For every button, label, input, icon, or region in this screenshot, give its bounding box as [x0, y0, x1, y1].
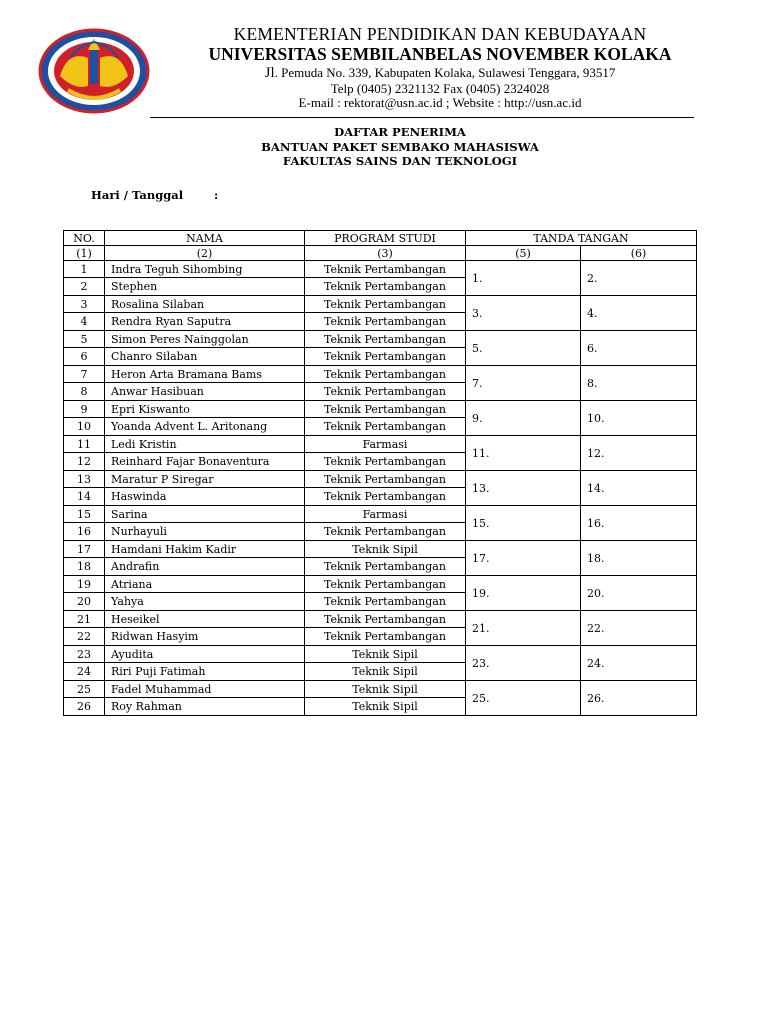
table-row: [64, 681, 697, 698]
signature-cell-odd[interactable]: 13.: [466, 471, 581, 506]
table-row: [64, 471, 697, 488]
header-name: NAMA: [105, 231, 305, 246]
row-program: Teknik Pertambangan: [305, 331, 466, 348]
row-program: Teknik Pertambangan: [305, 576, 466, 593]
row-program: Teknik Pertambangan: [305, 383, 466, 401]
row-program: Teknik Pertambangan: [305, 488, 466, 506]
signature-cell-odd[interactable]: 1.: [466, 261, 581, 296]
table-row: [64, 331, 697, 348]
signature-cell-even[interactable]: 12.: [581, 436, 697, 471]
row-name: Epri Kiswanto: [105, 401, 305, 418]
row-no: 6: [64, 348, 105, 366]
row-program: Teknik Pertambangan: [305, 278, 466, 296]
row-name: Simon Peres Nainggolan: [105, 331, 305, 348]
table-row: [64, 436, 697, 453]
row-no: 3: [64, 296, 105, 313]
subheader-3: (3): [305, 246, 466, 261]
signature-cell-even[interactable]: 10.: [581, 401, 697, 436]
row-program: Teknik Pertambangan: [305, 401, 466, 418]
row-no: 1: [64, 261, 105, 278]
row-name: Fadel Muhammad: [105, 681, 305, 698]
document-title: [165, 125, 635, 169]
row-name: Yoanda Advent L. Aritonang: [105, 418, 305, 436]
row-program: Teknik Pertambangan: [305, 418, 466, 436]
signature-cell-odd[interactable]: 21.: [466, 611, 581, 646]
row-name: Heseikel: [105, 611, 305, 628]
subheader-2: (2): [105, 246, 305, 261]
row-name: Riri Puji Fatimah: [105, 663, 305, 681]
row-name: Andrafin: [105, 558, 305, 576]
row-program: Teknik Pertambangan: [305, 593, 466, 611]
row-program: Teknik Pertambangan: [305, 366, 466, 383]
contact: E-mail : rektorat@usn.ac.id ; Website : http://usn.ac.id: [298, 95, 582, 110]
signature-cell-odd[interactable]: 25.: [466, 681, 581, 716]
header-program: PROGRAM STUDI: [305, 231, 466, 246]
signature-cell-odd[interactable]: 19.: [466, 576, 581, 611]
row-no: 8: [64, 383, 105, 401]
row-name: Indra Teguh Sihombing: [105, 261, 305, 278]
ministry-name: KEMENTERIAN PENDIDIKAN DAN KEBUDAYAAN: [233, 24, 647, 44]
table-row: [64, 296, 697, 313]
table-body: [64, 261, 697, 716]
row-no: 7: [64, 366, 105, 383]
address-prefix: Jl: [264, 65, 275, 81]
row-no: 19: [64, 576, 105, 593]
row-name: Rendra Ryan Saputra: [105, 313, 305, 331]
row-program: Teknik Sipil: [305, 681, 466, 698]
signature-cell-even[interactable]: 20.: [581, 576, 697, 611]
row-name: Ayudita: [105, 646, 305, 663]
letterhead-divider: [150, 117, 694, 118]
row-no: 12: [64, 453, 105, 471]
signature-cell-odd[interactable]: 5.: [466, 331, 581, 366]
table-row: [64, 261, 697, 278]
date-label: Hari / Tanggal: [91, 188, 184, 202]
signature-cell-even[interactable]: 26.: [581, 681, 697, 716]
address: [155, 66, 725, 81]
table-subheader-row: [64, 246, 697, 261]
table-row: [64, 506, 697, 523]
signature-cell-even[interactable]: 18.: [581, 541, 697, 576]
subheader-5: (5): [466, 246, 581, 261]
row-no: 21: [64, 611, 105, 628]
table-row: [64, 576, 697, 593]
row-no: 13: [64, 471, 105, 488]
table-row: [64, 611, 697, 628]
signature-cell-even[interactable]: 2.: [581, 261, 697, 296]
row-program: Teknik Pertambangan: [305, 628, 466, 646]
recipient-table: [63, 230, 697, 716]
signature-cell-odd[interactable]: 3.: [466, 296, 581, 331]
signature-cell-odd[interactable]: 7.: [466, 366, 581, 401]
signature-cell-odd[interactable]: 23.: [466, 646, 581, 681]
signature-cell-even[interactable]: 6.: [581, 331, 697, 366]
title-line-3: FAKULTAS SAINS DAN TEKNOLOGI: [282, 154, 518, 168]
table-row: [64, 366, 697, 383]
signature-cell-even[interactable]: 22.: [581, 611, 697, 646]
row-name: Nurhayuli: [105, 523, 305, 541]
row-no: 18: [64, 558, 105, 576]
row-name: Ridwan Hasyim: [105, 628, 305, 646]
row-program: Teknik Pertambangan: [305, 471, 466, 488]
subheader-1: (1): [64, 246, 105, 261]
row-name: Stephen: [105, 278, 305, 296]
table-row: [64, 646, 697, 663]
row-name: Atriana: [105, 576, 305, 593]
title-line-1: DAFTAR PENERIMA: [334, 125, 466, 139]
row-no: 2: [64, 278, 105, 296]
row-program: Teknik Sipil: [305, 541, 466, 558]
row-no: 14: [64, 488, 105, 506]
header-no: NO.: [64, 231, 105, 246]
signature-cell-even[interactable]: 4.: [581, 296, 697, 331]
row-name: Roy Rahman: [105, 698, 305, 716]
row-no: 5: [64, 331, 105, 348]
table-row: [64, 541, 697, 558]
row-no: 24: [64, 663, 105, 681]
row-no: 4: [64, 313, 105, 331]
signature-cell-even[interactable]: 14.: [581, 471, 697, 506]
date-colon: :: [214, 188, 219, 202]
row-program: Farmasi: [305, 436, 466, 453]
row-name: Hamdani Hakim Kadir: [105, 541, 305, 558]
signature-cell-odd[interactable]: 9.: [466, 401, 581, 436]
row-program: Teknik Sipil: [305, 663, 466, 681]
row-no: 16: [64, 523, 105, 541]
signature-cell-even[interactable]: 24.: [581, 646, 697, 681]
row-name: Reinhard Fajar Bonaventura: [105, 453, 305, 471]
row-name: Yahya: [105, 593, 305, 611]
row-no: 26: [64, 698, 105, 716]
row-no: 22: [64, 628, 105, 646]
row-no: 20: [64, 593, 105, 611]
row-program: Teknik Sipil: [305, 646, 466, 663]
row-no: 9: [64, 401, 105, 418]
row-no: 10: [64, 418, 105, 436]
table-header-row: [64, 231, 697, 246]
row-name: Rosalina Silaban: [105, 296, 305, 313]
signature-cell-odd[interactable]: 15.: [466, 506, 581, 541]
header-signature: TANDA TANGAN: [466, 231, 697, 246]
row-program: Teknik Pertambangan: [305, 313, 466, 331]
signature-cell-odd[interactable]: 11.: [466, 436, 581, 471]
row-name: Heron Arta Bramana Bams: [105, 366, 305, 383]
row-program: Teknik Pertambangan: [305, 348, 466, 366]
row-no: 11: [64, 436, 105, 453]
row-program: Teknik Pertambangan: [305, 558, 466, 576]
signature-cell-odd[interactable]: 17.: [466, 541, 581, 576]
letterhead: [155, 26, 725, 109]
row-program: Teknik Pertambangan: [305, 296, 466, 313]
signature-cell-even[interactable]: 8.: [581, 366, 697, 401]
row-program: Teknik Pertambangan: [305, 523, 466, 541]
address-text: . Pemuda No. 339, Kabupaten Kolaka, Sulawesi Tenggara, 93517: [274, 65, 616, 80]
row-program: Teknik Pertambangan: [305, 453, 466, 471]
row-no: 15: [64, 506, 105, 523]
university-logo: [38, 28, 150, 114]
university-name: UNIVERSITAS SEMBILANBELAS NOVEMBER KOLAKA: [208, 43, 672, 64]
title-line-2: BANTUAN PAKET SEMBAKO MAHASISWA: [261, 139, 539, 154]
row-program: Teknik Sipil: [305, 698, 466, 716]
signature-cell-even[interactable]: 16.: [581, 506, 697, 541]
row-name: Maratur P Siregar: [105, 471, 305, 488]
row-name: Ledi Kristin: [105, 436, 305, 453]
row-no: 23: [64, 646, 105, 663]
table-row: [64, 401, 697, 418]
row-program: Teknik Pertambangan: [305, 611, 466, 628]
row-no: 17: [64, 541, 105, 558]
row-name: Anwar Hasibuan: [105, 383, 305, 401]
row-name: Chanro Silaban: [105, 348, 305, 366]
subheader-6: (6): [581, 246, 697, 261]
row-name: Haswinda: [105, 488, 305, 506]
phone: Telp (0405) 2321132 Fax (0405) 2324028: [330, 81, 550, 96]
row-name: Sarina: [105, 506, 305, 523]
row-program: Farmasi: [305, 506, 466, 523]
row-no: 25: [64, 681, 105, 698]
row-program: Teknik Pertambangan: [305, 261, 466, 278]
